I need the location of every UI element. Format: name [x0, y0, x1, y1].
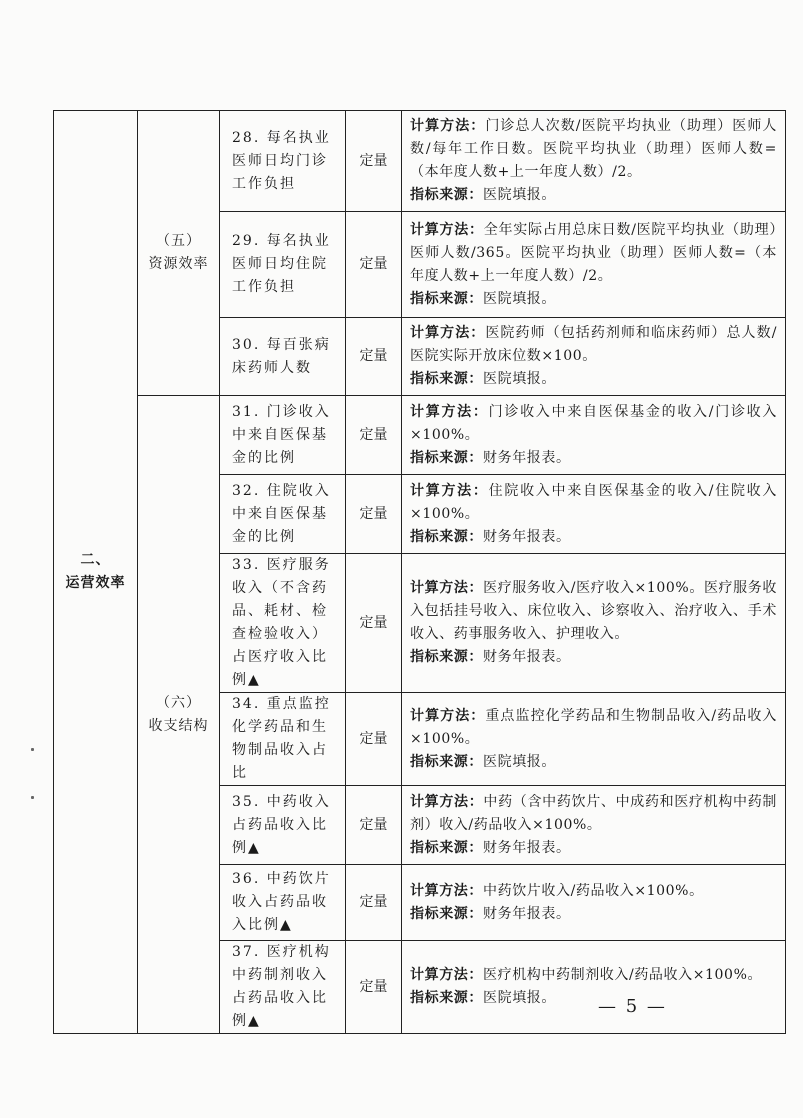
indicator-description — [402, 318, 786, 396]
indicator-name: 33. 医疗服务收入（不含药品、耗材、检查检验收入）占医疗收入比例▲ — [220, 554, 346, 693]
source-text: 财务年报表。 — [483, 839, 571, 856]
method-text: 全年实际占用总床日数/医院平均执业（助理）医师人数/365。医院平均执业（助理）医师人数=（本年度人数+上一年度人数）/2。 — [410, 221, 777, 284]
indicator-name: 36. 中药饮片收入占药品收入比例▲ — [220, 865, 346, 941]
method-label: 计算方法： — [410, 118, 486, 134]
indicator-type: 定量 — [346, 865, 402, 941]
indicator-type: 定量 — [346, 554, 402, 693]
indicator-name: 31. 门诊收入中来自医保基金的比例 — [220, 396, 346, 475]
indicator-name: 29. 每名执业医师日均住院工作负担 — [220, 212, 346, 318]
source-text: 财务年报表。 — [483, 449, 571, 466]
indicator-description — [402, 475, 786, 554]
method-label: 计算方法： — [410, 325, 486, 341]
method-text: 医疗机构中药制剂收入/药品收入×100%。 — [483, 967, 763, 983]
source-text: 医院填报。 — [483, 990, 556, 1006]
source-text: 医院填报。 — [483, 187, 556, 203]
table-row — [54, 396, 786, 475]
indicator-name: 34. 重点监控化学药品和生物制品收入占比 — [220, 693, 346, 786]
indicator-type: 定量 — [346, 212, 402, 318]
source-text: 财务年报表。 — [483, 649, 571, 665]
scan-artifact-dot — [31, 796, 34, 799]
source-label: 指标来源： — [410, 753, 483, 770]
source-text: 医院填报。 — [483, 290, 556, 307]
indicator-table — [53, 110, 786, 1034]
indicator-type: 定量 — [346, 693, 402, 786]
indicator-description — [402, 111, 786, 212]
source-label: 指标来源： — [410, 905, 483, 922]
indicator-description — [402, 212, 786, 318]
table-row — [54, 111, 786, 212]
source-text: 医院填报。 — [483, 371, 556, 387]
source-text: 医院填报。 — [483, 753, 556, 770]
method-text: 中药（含中药饮片、中成药和医疗机构中药制剂）收入/药品收入×100%。 — [410, 793, 778, 833]
scan-artifact-dot — [31, 748, 34, 751]
indicator-name: 32. 住院收入中来自医保基金的比例 — [220, 475, 346, 554]
method-text: 重点监控化学药品和生物制品收入/药品收入×100%。 — [410, 707, 778, 747]
subcategory-cell — [138, 396, 220, 1034]
method-label: 计算方法： — [410, 221, 484, 238]
method-text: 中药饮片收入/药品收入×100%。 — [483, 882, 704, 899]
indicator-description — [402, 396, 786, 475]
indicator-type: 定量 — [346, 941, 402, 1034]
source-label: 指标来源： — [410, 187, 483, 203]
indicator-name: 30. 每百张病床药师人数 — [220, 318, 346, 396]
method-label: 计算方法： — [410, 882, 483, 899]
indicator-name: 37. 医疗机构中药制剂收入占药品收入比例▲ — [220, 941, 346, 1034]
indicator-description — [402, 941, 786, 1034]
method-label: 计算方法： — [410, 707, 486, 724]
method-text: 医院药师（包括药剂师和临床药师）总人数/医院实际开放床位数×100。 — [410, 325, 778, 364]
subcategory-number: （六） — [156, 694, 201, 711]
source-label: 指标来源： — [410, 839, 483, 856]
method-label: 计算方法： — [410, 403, 489, 420]
category-cell — [54, 111, 138, 1034]
source-label: 指标来源： — [410, 649, 483, 665]
method-label: 计算方法： — [410, 793, 484, 810]
category-number: 二、 — [80, 552, 111, 568]
indicator-type: 定量 — [346, 475, 402, 554]
subcategory-cell — [138, 111, 220, 396]
category-name: 运营效率 — [65, 575, 126, 591]
indicator-description — [402, 554, 786, 693]
source-label: 指标来源： — [410, 290, 483, 307]
indicator-type: 定量 — [346, 111, 402, 212]
indicator-name: 28. 每名执业医师日均门诊工作负担 — [220, 111, 346, 212]
indicator-name: 35. 中药收入占药品收入比例▲ — [220, 786, 346, 865]
method-label: 计算方法： — [410, 482, 489, 499]
indicator-type: 定量 — [346, 786, 402, 865]
page-number: — 5 — — [598, 996, 667, 1017]
method-label: 计算方法： — [410, 967, 483, 983]
subcategory-name: 收支结构 — [148, 717, 209, 734]
subcategory-number: （五） — [156, 233, 201, 249]
method-text: 医疗服务收入/医疗收入×100%。医疗服务收入包括挂号收入、床位收入、诊察收入、治疗收入、手术收入、药事服务收入、护理收入。 — [410, 580, 778, 642]
source-label: 指标来源： — [410, 990, 483, 1006]
indicator-type: 定量 — [346, 318, 402, 396]
method-text: 住院收入中来自医保基金的收入/住院收入×100%。 — [410, 482, 777, 522]
source-text: 财务年报表。 — [483, 528, 571, 545]
indicator-description — [402, 865, 786, 941]
indicator-description — [402, 786, 786, 865]
method-label: 计算方法： — [410, 580, 484, 596]
source-label: 指标来源： — [410, 371, 483, 387]
indicator-type: 定量 — [346, 396, 402, 475]
source-text: 财务年报表。 — [483, 905, 571, 922]
indicator-description — [402, 693, 786, 786]
method-text: 门诊总人次数/医院平均执业（助理）医师人数/每年工作日数。医院平均执业（助理）医师人数=（本年度人数+上一年度人数）/2。 — [410, 118, 778, 180]
source-label: 指标来源： — [410, 528, 483, 545]
source-label: 指标来源： — [410, 449, 483, 466]
subcategory-name: 资源效率 — [148, 256, 209, 272]
method-text: 门诊收入中来自医保基金的收入/门诊收入×100%。 — [410, 403, 777, 443]
